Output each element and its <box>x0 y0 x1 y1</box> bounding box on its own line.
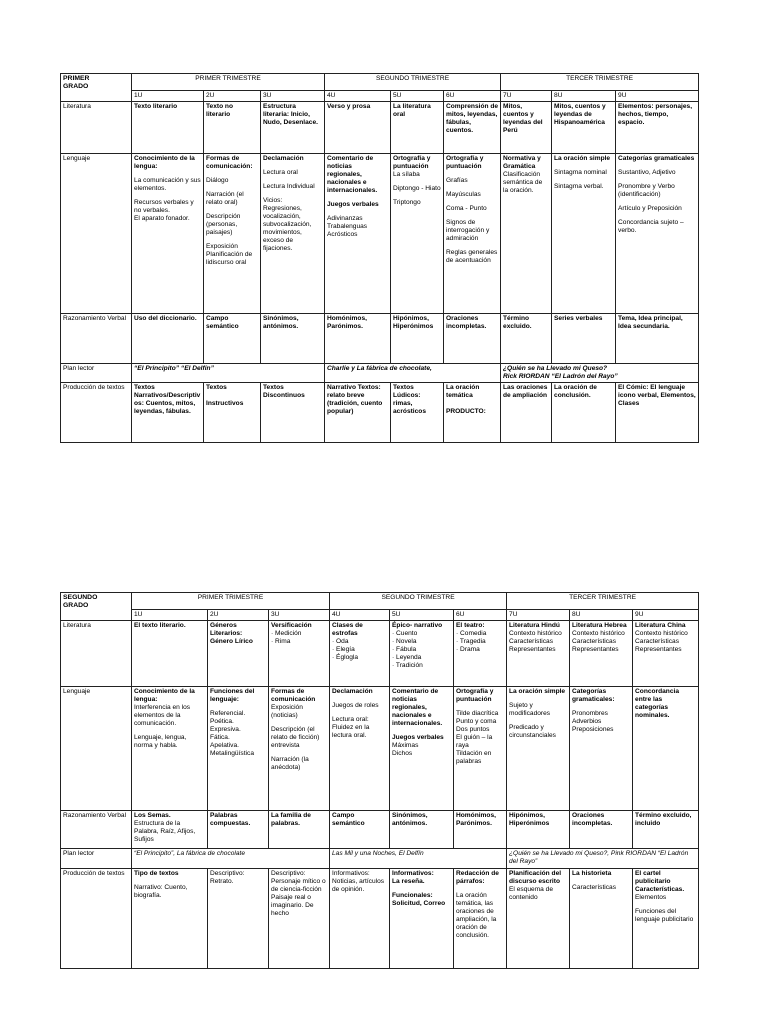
cell-line: Coma - Punto <box>446 205 487 213</box>
table-cell: Término excluido, incluido <box>633 811 699 849</box>
table-cell: Campo semántico <box>204 314 261 364</box>
trimester-header: TERCER TRIMESTRE <box>507 593 699 610</box>
cell-line: · Cuento <box>392 630 418 638</box>
area-label: Plan lector <box>61 849 132 869</box>
table-cell <box>633 687 699 811</box>
cell-line: Pronombres <box>572 710 608 718</box>
unit-header: 2U <box>208 610 269 621</box>
reading-plan-cell: “El Principito” “El Delfín” <box>132 364 325 383</box>
table-cell <box>330 687 390 811</box>
cell-line: Lectura Individual <box>263 183 315 191</box>
unit-header: 7U <box>501 91 552 102</box>
cell-title: Ortografía y puntuación <box>393 155 431 171</box>
unit-header: 3U <box>269 610 330 621</box>
cell-title: Declamación <box>263 155 304 163</box>
table-cell: Hipónimos, Hiperónimos <box>391 314 444 364</box>
table-cell: La oración de conclusión. <box>552 383 616 443</box>
cell-line: Descripción (personas, paisajes) <box>206 213 241 237</box>
cell-line: Características <box>509 638 554 646</box>
area-label: Lenguaje <box>61 154 132 314</box>
unit-header: 5U <box>391 91 444 102</box>
cell-title: Concordancia entre las categorías nominales. <box>635 688 679 720</box>
reading-plan-cell: Las Mil y una Noches, El Delfín <box>330 849 507 869</box>
cell-line: Referencial. <box>210 710 246 718</box>
cell-title: Categorías gramaticales <box>618 155 695 163</box>
cell-line: Interferencia en los elementos de la comunicación. <box>134 704 191 728</box>
table-row <box>61 849 699 869</box>
cell-line: Representantes <box>635 646 682 654</box>
table-cell <box>552 154 616 314</box>
table-row <box>61 102 699 154</box>
unit-header: 8U <box>552 91 616 102</box>
trimester-header: PRIMER TRIMESTRE <box>132 74 325 91</box>
cell-line: Diálogo <box>206 177 229 185</box>
cell-title: Redacción de párrafos: <box>456 870 499 886</box>
cell-line: · Tradición <box>392 662 423 670</box>
unit-header: 9U <box>616 91 699 102</box>
table-cell: La familia de palabras. <box>269 811 330 849</box>
cell-line: · Églogla <box>332 654 359 662</box>
unit-header: 4U <box>330 610 390 621</box>
table-cell <box>507 621 570 687</box>
table-cell: Verso y prosa <box>325 102 391 154</box>
cell-line: Características <box>635 638 680 646</box>
table-cell <box>390 621 454 687</box>
area-label: Producción de textos <box>61 383 132 443</box>
cell-title: El teatro: <box>456 622 485 630</box>
reading-plan-cell: ¿Quién se ha Llevado mi Queso? Rick RIORDAN “El Ladrón del Rayo” <box>501 364 699 383</box>
cell-line: Lectura oral: Fluidez en la lectura oral. <box>332 716 370 740</box>
table-cell <box>454 621 507 687</box>
table-cell: La literatura oral <box>391 102 444 154</box>
trimester-header: SEGUNDO TRIMESTRE <box>325 74 501 91</box>
cell-line: Mayúsculas <box>446 191 481 199</box>
cell-line: Narración (el relato oral) <box>206 191 244 207</box>
cell-line: Signos de interrogación y admiración <box>446 219 490 243</box>
table-cell <box>633 621 699 687</box>
table-cell: Uso del diccionario. <box>132 314 204 364</box>
cell-title: Declamación <box>332 688 373 696</box>
cell-line: Máximas <box>392 742 419 750</box>
cell-title: Clases de estrofas <box>332 622 363 638</box>
cell-title: La oración simple <box>554 155 611 163</box>
cell-title: Comentario de noticias regionales, nacionales e internacionales. <box>392 688 443 728</box>
table-cell <box>208 687 269 811</box>
cell-title: Tipo de textos <box>134 870 179 878</box>
cell-line: Sintagma nominal <box>554 169 607 177</box>
table-cell <box>330 621 390 687</box>
unit-header: 1U <box>132 91 204 102</box>
table-cell <box>633 869 699 969</box>
cell-title: Juegos verbales <box>392 734 444 742</box>
cell-line: · Medición <box>271 630 302 638</box>
table-cell: Campo semántico <box>330 811 390 849</box>
table-cell <box>208 869 269 969</box>
table-cell: Las oraciones de ampliación <box>501 383 552 443</box>
table-cell: El texto literario. <box>132 621 208 687</box>
cell-line: · Comedia <box>456 630 487 638</box>
cell-title: Épico- narrativo <box>392 622 443 630</box>
unit-header: 3U <box>261 91 325 102</box>
cell-line: El esquema de contenido <box>509 886 554 902</box>
table-row <box>61 383 699 443</box>
cell-line: Punto y coma <box>456 718 497 726</box>
cell-line: Elementos <box>635 894 667 902</box>
table-cell <box>616 154 699 314</box>
area-label: Razonamiento Verbal <box>61 314 132 364</box>
cell-line: · Elegía <box>332 646 355 654</box>
cell-title: La oración simple <box>509 688 566 696</box>
table-cell <box>330 869 390 969</box>
cell-line: Pronombre y Verbo (identificación) <box>618 183 675 199</box>
unit-header: 2U <box>204 91 261 102</box>
cell-title: Funciones del lenguaje: <box>210 688 255 704</box>
cell-line: Descripción (el relato de ficción) entrevista <box>271 726 320 750</box>
cell-line: Predicado y circunstanciales <box>509 724 556 740</box>
cell-line: Contexto histórico <box>572 630 625 638</box>
cell-line: Juegos de roles <box>332 702 379 710</box>
table-cell: Narrativo Textos: relato breve (tradición, cuento popular) <box>325 383 391 443</box>
table-cell: Homónimos, Parónimos. <box>454 811 507 849</box>
table-cell: Texto literario <box>132 102 204 154</box>
table-cell: Sinónimos, antónimos. <box>261 314 325 364</box>
reading-plan-cell: Charlie y La fábrica de chocolate, <box>325 364 501 383</box>
table-cell <box>570 687 633 811</box>
cell-line: Contexto histórico <box>509 630 562 638</box>
table-cell <box>269 621 330 687</box>
cell-line: · Fábula <box>392 646 417 654</box>
cell-line: · Oda <box>332 638 349 646</box>
unit-header: 8U <box>570 610 633 621</box>
table-cell <box>570 869 633 969</box>
cell-line: · Drama <box>456 646 480 654</box>
curriculum-table-second-grade <box>60 592 699 969</box>
table-cell: Textos Lúdicos: rimas, acrósticos <box>391 383 444 443</box>
table-row <box>61 154 699 314</box>
cell-line: · Leyenda <box>392 654 422 662</box>
table-row <box>61 811 699 849</box>
table-cell <box>269 687 330 811</box>
table-cell <box>501 154 552 314</box>
unit-header: 1U <box>132 610 208 621</box>
area-label: Razonamiento Verbal <box>61 811 132 849</box>
cell-line: · Novela <box>392 638 417 646</box>
cell-title: Formas de comunicación <box>271 688 316 704</box>
table-cell: Textos Discontinuos <box>261 383 325 443</box>
cell-line: Sustantivo, Adjetivo <box>618 169 676 177</box>
cell-title: Versificación <box>271 622 312 630</box>
cell-line: Lenguaje, lengua, norma y habla. <box>134 734 187 750</box>
area-label: Lenguaje <box>61 687 132 811</box>
cell-title: Literatura Hindú <box>509 622 560 630</box>
table-cell <box>132 811 208 849</box>
cell-title: Juegos verbales <box>327 201 379 209</box>
cell-line: Narrativo: Cuento, biografía. <box>134 884 188 900</box>
unit-header: 7U <box>507 610 570 621</box>
cell-title: Literatura Hebrea <box>572 622 627 630</box>
area-label: Literatura <box>61 102 132 154</box>
cell-line: El guión – la raya <box>456 734 493 750</box>
cell-title: Conocimiento de la lengua: <box>134 688 195 704</box>
cell-line: Exposición Planificación de lidiscurso oral <box>206 243 253 267</box>
table-cell: Término excluido. <box>501 314 552 364</box>
cell-line: Adivinanzas Trabalenguas Acrósticos <box>327 215 368 239</box>
table-cell <box>444 154 501 314</box>
cell-line: Diptongo - Hiato <box>393 185 441 193</box>
table-cell <box>132 154 204 314</box>
cell-line: Exposición (noticias) <box>271 704 303 720</box>
cell-line: Sintagma verbal. <box>554 183 604 191</box>
table-row <box>61 869 699 969</box>
table-cell: Oraciones incompletas. <box>570 811 633 849</box>
table-cell: Hipónimos, Hiperónimos <box>507 811 570 849</box>
cell-title: El cartel publicitario Características. <box>635 870 685 894</box>
area-label: Literatura <box>61 621 132 687</box>
cell-title: Informativos: <box>392 870 434 878</box>
table-cell: Sinónimos, antónimos. <box>390 811 454 849</box>
cell-title: Ortografía y puntuación <box>456 688 494 704</box>
cell-line: Fática. <box>210 734 230 742</box>
cell-title: Conocimiento de la lengua: <box>134 155 195 171</box>
cell-title: La historieta <box>572 870 612 878</box>
reading-plan-cell: “El Principito”, La fábrica de chocolate <box>132 849 330 869</box>
cell-line: Expresiva. <box>210 726 241 734</box>
cell-title: Ortografía y puntuación <box>446 155 484 171</box>
cell-title: Planificación del discurso escrito <box>509 870 562 886</box>
cell-line: Dichos <box>392 750 413 758</box>
cell-line: Grafías <box>446 177 468 185</box>
cell-line: Tildación en palabras <box>456 750 492 766</box>
cell-line: Funcionales: Solicitud, Correo <box>392 892 446 908</box>
trimester-header: PRIMER TRIMESTRE <box>132 593 330 610</box>
table-cell: Géneros Literarios: Género Lírico <box>208 621 269 687</box>
cell-line: Contexto histórico <box>635 630 688 638</box>
cell-title: Comentario de noticias regionales, nacionales e internacionales. <box>327 155 378 195</box>
cell-line: Narración (la anécdota) <box>271 756 309 772</box>
table-cell: Comprensión de mitos, leyendas, fábulas, cuentos. <box>444 102 501 154</box>
cell-line: Vicios: Regresiones, vocalización, subvocalización, movimientos, exceso de fijaciones. <box>263 197 312 253</box>
cell-title: La reseña. <box>392 878 425 886</box>
cell-line: Poética. <box>210 718 234 726</box>
table-cell <box>391 154 444 314</box>
table-cell <box>454 869 507 969</box>
cell-line: Características <box>572 884 617 892</box>
unit-header: 6U <box>444 91 501 102</box>
unit-header: 6U <box>454 610 507 621</box>
table-row <box>61 364 699 383</box>
cell-line: Lectura oral <box>263 169 298 177</box>
table-row <box>61 314 699 364</box>
cell-line: Representantes <box>509 646 556 654</box>
cell-line: Funciones del lenguaje publicitario <box>635 908 694 924</box>
cell-line: Representantes <box>572 646 619 654</box>
unit-header: 4U <box>325 91 391 102</box>
table-cell <box>507 869 570 969</box>
table-cell: Elementos: personajes, hechos, tiempo, espacio. <box>616 102 699 154</box>
table-cell <box>132 869 208 969</box>
reading-plan-cell: ¿Quién se ha Llevado mi Queso?, Pink RIORDAN “El Ladrón del Rayo” <box>507 849 699 869</box>
cell-line: Artículo y Preposición <box>618 205 682 213</box>
cell-line: Triptongo <box>393 199 421 207</box>
table-cell: Textos Instructivos <box>204 383 261 443</box>
table-cell <box>261 154 325 314</box>
cell-title: Los Semas. <box>134 812 171 820</box>
cell-title: Categorías gramaticales: <box>572 688 615 704</box>
area-label: Plan lector <box>61 364 132 383</box>
grade-label: PRIMER GRADO <box>61 74 132 102</box>
cell-title: Normativa y Gramática <box>503 155 541 171</box>
table-row <box>61 621 699 687</box>
table-cell: Textos Narrativos/Descriptivos: Cuentos, mitos, leyendas, fábulas. <box>132 383 204 443</box>
cell-line: · Tragedia <box>456 638 486 646</box>
table-cell: La oración temática PRODUCTO: <box>444 383 501 443</box>
cell-line: Estructura de la Palabra, Raíz, Afijos, Sufijos <box>134 820 196 844</box>
cell-line: Recursos verbales y no verbales. <box>134 199 194 215</box>
table-cell <box>269 869 330 969</box>
cell-line: Informativos: Noticias, artículos de opinión. <box>332 870 385 894</box>
table-cell <box>390 869 454 969</box>
cell-title: Literatura China <box>635 622 686 630</box>
cell-line: La sílaba <box>393 171 420 179</box>
table-cell <box>390 687 454 811</box>
table-cell: Estructura literaria: Inicio, Nudo, Desenlace. <box>261 102 325 154</box>
table-cell: Series verbales <box>552 314 616 364</box>
table-cell: El Cómic: El lenguaje icono verbal, Elementos, Clases <box>616 383 699 443</box>
cell-line: La oración temática, las oraciones de ampliación, la oración de conclusión. <box>456 892 497 940</box>
cell-title: Formas de comunicación: <box>206 155 253 171</box>
unit-header: 5U <box>390 610 454 621</box>
cell-line: Metalingüística <box>210 750 254 758</box>
cell-line: Características <box>572 638 617 646</box>
area-label: Producción de textos <box>61 869 132 969</box>
table-cell: Oraciones incompletas. <box>444 314 501 364</box>
cell-line: La comunicación y sus elementos. <box>134 177 201 193</box>
table-cell: Mitos, cuentos y leyendas del Perú <box>501 102 552 154</box>
table-cell: Homónimos, Parónimos. <box>325 314 391 364</box>
table-cell <box>570 621 633 687</box>
table-cell: Tema, Idea principal, Idea secundaria. <box>616 314 699 364</box>
trimester-header: SEGUNDO TRIMESTRE <box>330 593 507 610</box>
trimester-header: TERCER TRIMESTRE <box>501 74 699 91</box>
cell-line: · Rima <box>271 638 291 646</box>
cell-line: Descriptivo: Retrato. <box>210 870 245 886</box>
table-cell: Mitos, cuentos y leyendas de Hispanoamérica <box>552 102 616 154</box>
cell-line: Descriptivo: Personaje mítico o de ciencia-ficción Paisaje real o imaginario. De hecho <box>271 870 326 918</box>
table-row <box>61 687 699 811</box>
cell-line: Clasificación semántica de la oración. <box>503 171 543 195</box>
cell-line: Preposiciones <box>572 726 614 734</box>
cell-line: Sujeto y modificadores <box>509 702 551 718</box>
table-cell: Texto no literario <box>204 102 261 154</box>
cell-line: Adverbios <box>572 718 602 726</box>
table-cell <box>507 687 570 811</box>
cell-line: El aparato fonador. <box>134 215 190 223</box>
cell-line: Apelativa. <box>210 742 239 750</box>
cell-line: Concordancia sujeto – verbo. <box>618 219 684 235</box>
curriculum-table-first-grade <box>60 73 699 443</box>
grade-label: SEGUNDO GRADO <box>61 593 132 621</box>
table-cell: Palabras compuestas. <box>208 811 269 849</box>
cell-line: Reglas generales de acentuación <box>446 249 498 265</box>
table-cell <box>454 687 507 811</box>
cell-line: Dos puntos <box>456 726 490 734</box>
table-cell <box>325 154 391 314</box>
table-cell <box>132 687 208 811</box>
unit-header: 9U <box>633 610 699 621</box>
cell-line: Tilde diacrítica <box>456 710 499 718</box>
table-cell <box>204 154 261 314</box>
